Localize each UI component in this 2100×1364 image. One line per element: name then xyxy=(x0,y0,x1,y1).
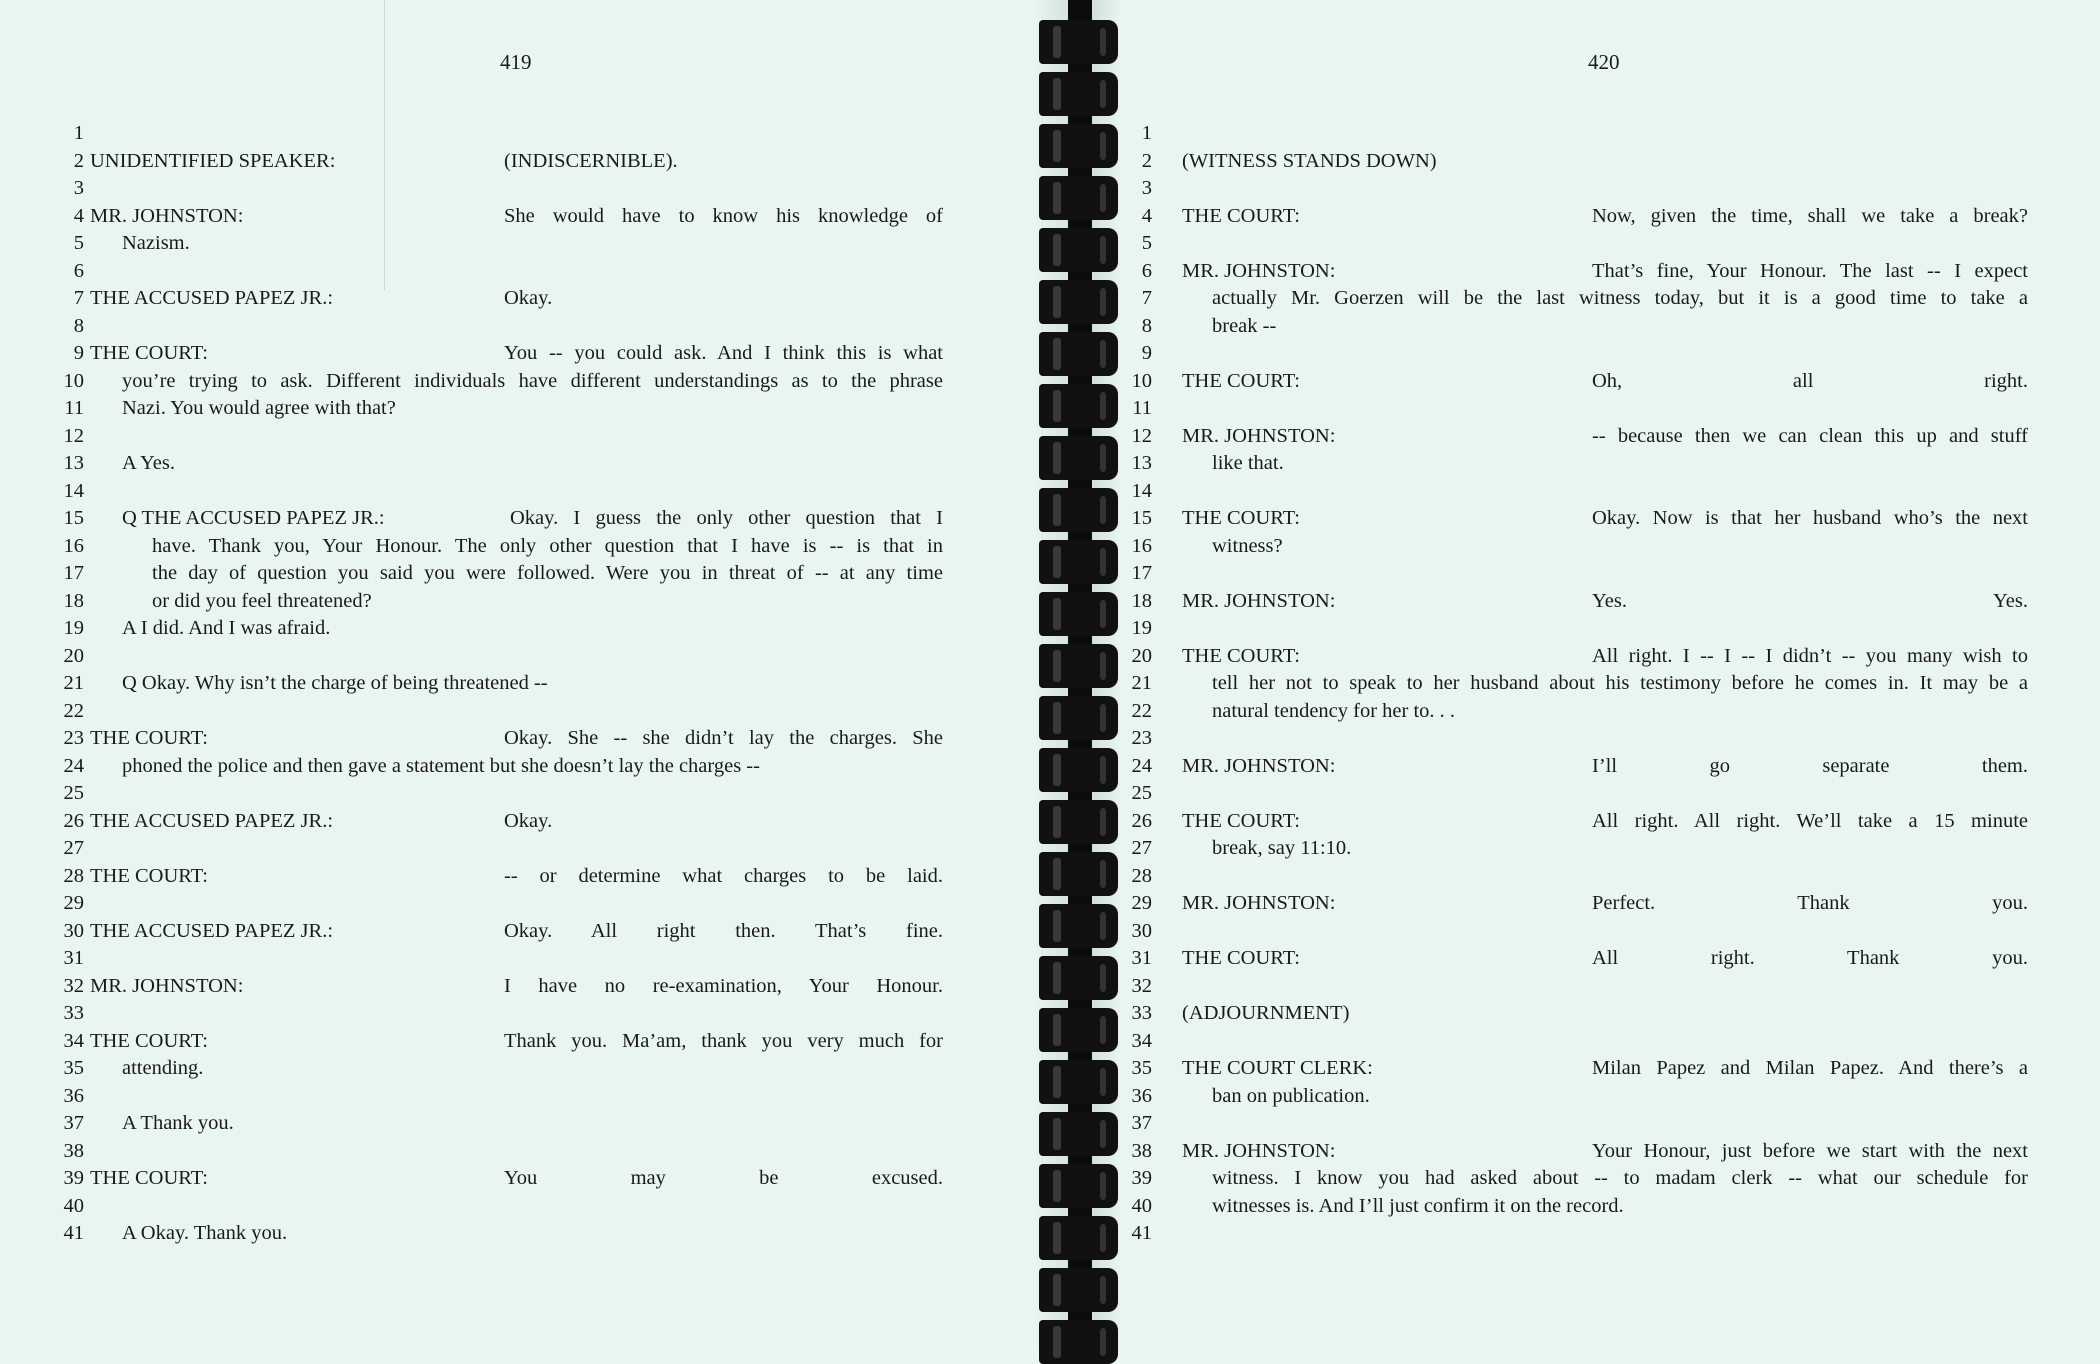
line-number: 16 xyxy=(63,534,84,557)
speech-text: Okay. I guess the only other question that I xyxy=(510,507,943,529)
speaker-label: THE COURT: xyxy=(1182,204,1300,227)
transcript-line xyxy=(0,918,1035,944)
line-number: 35 xyxy=(63,1057,84,1079)
transcript-line xyxy=(1122,368,2100,394)
transcript-line xyxy=(0,340,1035,366)
transcript-line xyxy=(0,1220,1035,1246)
transcript-line xyxy=(0,175,1035,201)
continuation-text: Q Okay. Why isn’t the charge of being threatened -- xyxy=(122,672,548,694)
continuation-text: or did you feel threatened? xyxy=(152,589,372,612)
line-number: 9 xyxy=(73,342,84,364)
line-number: 41 xyxy=(1131,1222,1152,1244)
speech-text: Oh, all right. xyxy=(1592,369,2028,392)
line-number: 4 xyxy=(73,204,84,227)
binding-coil xyxy=(1039,644,1118,688)
transcript-line xyxy=(1122,1028,2100,1054)
binding-coil xyxy=(1039,540,1118,584)
page-number: 419 xyxy=(500,50,532,74)
transcript-line xyxy=(0,313,1035,339)
continuation-text: break -- xyxy=(1212,314,1277,337)
transcript-line xyxy=(0,230,1035,256)
binding-coil xyxy=(1039,176,1118,220)
transcript-line xyxy=(1122,890,2100,916)
line-number: 35 xyxy=(1131,1057,1152,1079)
binding-coil xyxy=(1039,852,1118,896)
binding-coil xyxy=(1039,904,1118,948)
line-number: 41 xyxy=(63,1222,84,1244)
transcript-line xyxy=(1122,340,2100,366)
transcript-line xyxy=(0,285,1035,311)
transcript-line xyxy=(0,1138,1035,1164)
speech-text: Perfect. Thank you. xyxy=(1592,892,2028,914)
line-number: 31 xyxy=(63,947,84,969)
transcript-line xyxy=(0,533,1035,559)
transcript-line xyxy=(1122,175,2100,201)
transcript-line xyxy=(1122,478,2100,504)
transcript-line xyxy=(0,615,1035,641)
speech-text: Now, given the time, shall we take a break? xyxy=(1592,204,2028,227)
transcript-line xyxy=(0,120,1035,146)
line-number: 39 xyxy=(63,1167,84,1189)
binding-coil xyxy=(1039,124,1118,168)
speaker-label: Q THE ACCUSED PAPEZ JR.: xyxy=(122,507,385,529)
speaker-label: THE ACCUSED PAPEZ JR.: xyxy=(90,809,334,832)
line-number: 10 xyxy=(63,369,84,392)
line-number: 23 xyxy=(1131,727,1152,749)
line-number: 3 xyxy=(73,177,84,199)
transcript-line xyxy=(0,258,1035,284)
line-number: 25 xyxy=(63,782,84,804)
continuation-text: A Okay. Thank you. xyxy=(122,1222,288,1244)
transcript-line xyxy=(1122,258,2100,284)
line-number: 2 xyxy=(1141,149,1152,172)
line-number: 26 xyxy=(1131,809,1152,832)
transcript-line xyxy=(1122,505,2100,531)
speaker-label: THE COURT: xyxy=(90,864,208,887)
line-number: 7 xyxy=(1141,287,1152,309)
line-number: 24 xyxy=(63,754,84,777)
speech-text: All right. All right. We’ll take a 15 minute xyxy=(1592,809,2028,832)
line-number: 1 xyxy=(73,122,84,144)
speech-text: I’ll go separate them. xyxy=(1592,754,2028,777)
speech-text: Your Honour, just before we start with the next xyxy=(1592,1139,2028,1162)
continuation-text: Nazism. xyxy=(122,232,190,254)
speaker-label: THE COURT: xyxy=(90,1167,208,1189)
transcript-line xyxy=(0,588,1035,614)
speech-text: Milan Papez and Milan Papez. And there’s a xyxy=(1592,1057,2028,1079)
speech-text: (INDISCERNIBLE). xyxy=(504,149,678,172)
binding-coil xyxy=(1039,1112,1118,1156)
speaker-label: UNIDENTIFIED SPEAKER: xyxy=(90,149,336,172)
line-number: 8 xyxy=(73,314,84,337)
line-number: 21 xyxy=(63,672,84,694)
line-number: 13 xyxy=(63,452,84,474)
line-number: 4 xyxy=(1141,204,1152,227)
line-number: 15 xyxy=(1131,507,1152,529)
transcript-line xyxy=(1122,230,2100,256)
transcript-line xyxy=(1122,1110,2100,1136)
binding-coil xyxy=(1039,436,1118,480)
transcript-line xyxy=(1122,1138,2100,1164)
transcript-line xyxy=(1122,698,2100,724)
transcript-line xyxy=(1122,395,2100,421)
line-number: 17 xyxy=(1131,562,1152,584)
line-number: 25 xyxy=(1131,782,1152,804)
speech-text: You -- you could ask. And I think this is what xyxy=(504,342,943,364)
binding-coil xyxy=(1039,1268,1118,1312)
speech-text: All right. I -- I -- I didn’t -- you many wish to xyxy=(1592,644,2028,667)
binding-coil xyxy=(1039,696,1118,740)
line-number: 5 xyxy=(73,232,84,254)
binding-coil xyxy=(1039,488,1118,532)
continuation-text: you’re trying to ask. Different individuals have different understandings as to the phrase xyxy=(122,369,943,392)
continuation-text: have. Thank you, Your Honour. The only other question that I have is -- is that in xyxy=(152,534,943,557)
transcript-line xyxy=(1122,863,2100,889)
transcript-line xyxy=(1122,313,2100,339)
continuation-text: like that. xyxy=(1212,452,1284,474)
speaker-label: MR. JOHNSTON: xyxy=(1182,589,1336,612)
transcript-line xyxy=(0,973,1035,999)
speech-text: Okay. She -- she didn’t lay the charges. She xyxy=(504,727,943,749)
binding-coil xyxy=(1039,1164,1118,1208)
transcript-line xyxy=(0,1165,1035,1191)
continuation-text: A I did. And I was afraid. xyxy=(122,617,331,639)
line-number: 8 xyxy=(1141,314,1152,337)
speech-text: You may be excused. xyxy=(504,1167,943,1189)
binding-coil xyxy=(1039,280,1118,324)
transcript-page-left xyxy=(0,0,1035,1350)
binding-coil xyxy=(1039,1320,1118,1364)
speaker-label: MR. JOHNSTON: xyxy=(1182,892,1336,914)
line-number: 37 xyxy=(63,1112,84,1134)
transcript-line xyxy=(0,368,1035,394)
speaker-label: (ADJOURNMENT) xyxy=(1182,1002,1350,1024)
speaker-label: MR. JOHNSTON: xyxy=(1182,1139,1336,1162)
speech-text: All right. Thank you. xyxy=(1592,947,2028,969)
transcript-line xyxy=(1122,1193,2100,1219)
binding-coil xyxy=(1039,1216,1118,1260)
line-number: 9 xyxy=(1141,342,1152,364)
speech-text: -- because then we can clean this up and stuff xyxy=(1592,424,2028,447)
speaker-label: THE COURT: xyxy=(1182,369,1300,392)
transcript-line xyxy=(0,1028,1035,1054)
line-number: 27 xyxy=(63,837,84,859)
continuation-text: break, say 11:10. xyxy=(1212,837,1352,859)
transcript-line xyxy=(0,698,1035,724)
speaker-label: THE ACCUSED PAPEZ JR.: xyxy=(90,919,334,942)
transcript-line xyxy=(1122,615,2100,641)
line-number: 36 xyxy=(1131,1084,1152,1107)
speaker-label: MR. JOHNSTON: xyxy=(90,204,244,227)
transcript-line xyxy=(0,1083,1035,1109)
transcript-line xyxy=(0,890,1035,916)
transcript-line xyxy=(1122,945,2100,971)
transcript-line xyxy=(1122,808,2100,834)
line-number: 38 xyxy=(1131,1139,1152,1162)
line-number: 11 xyxy=(64,397,84,419)
transcript-line xyxy=(0,808,1035,834)
line-number: 2 xyxy=(73,149,84,172)
line-number: 37 xyxy=(1131,1112,1152,1134)
binding-coil xyxy=(1039,1060,1118,1104)
transcript-line xyxy=(0,1055,1035,1081)
transcript-line xyxy=(0,1110,1035,1136)
line-number: 7 xyxy=(73,287,84,309)
speaker-label: THE COURT: xyxy=(1182,809,1300,832)
binding-coil xyxy=(1039,332,1118,376)
transcript-line xyxy=(0,560,1035,586)
line-number: 14 xyxy=(1131,479,1152,502)
line-number: 10 xyxy=(1131,369,1152,392)
transcript-line xyxy=(1122,560,2100,586)
continuation-text: witness. I know you had asked about -- to madam clerk -- what our schedule for xyxy=(1212,1167,2028,1189)
speech-text: -- or determine what charges to be laid. xyxy=(504,864,943,887)
line-number: 29 xyxy=(1131,892,1152,914)
line-number: 27 xyxy=(1131,837,1152,859)
line-number: 39 xyxy=(1131,1167,1152,1189)
speaker-label: THE COURT: xyxy=(1182,507,1300,529)
binding-coil xyxy=(1039,1008,1118,1052)
transcript-line xyxy=(1122,973,2100,999)
line-number: 5 xyxy=(1141,232,1152,254)
continuation-text: attending. xyxy=(122,1057,204,1079)
transcript-line xyxy=(0,725,1035,751)
binding-coil xyxy=(1039,748,1118,792)
line-number: 21 xyxy=(1131,672,1152,694)
transcript-line xyxy=(1122,1220,2100,1246)
transcript-line xyxy=(0,148,1035,174)
line-number: 13 xyxy=(1131,452,1152,474)
transcript-line xyxy=(1122,1055,2100,1081)
speech-text: That’s fine, Your Honour. The last -- I expect xyxy=(1592,259,2028,282)
line-number: 28 xyxy=(63,864,84,887)
continuation-text: phoned the police and then gave a statement but she doesn’t lay the charges -- xyxy=(122,754,760,777)
continuation-text: natural tendency for her to. . . xyxy=(1212,699,1456,722)
line-number: 30 xyxy=(63,919,84,942)
speech-text: I have no re-examination, Your Honour. xyxy=(504,974,943,997)
page-number: 420 xyxy=(1588,50,1620,74)
transcript-line xyxy=(1122,533,2100,559)
transcript-line xyxy=(0,395,1035,421)
continuation-text: tell her not to speak to her husband about his testimony before he comes in. It may be a xyxy=(1212,672,2028,694)
speaker-label: THE COURT: xyxy=(1182,947,1300,969)
continuation-text: ban on publication. xyxy=(1212,1084,1370,1107)
line-number: 24 xyxy=(1131,754,1152,777)
line-number: 31 xyxy=(1131,947,1152,969)
binding-coil xyxy=(1039,800,1118,844)
transcript-line xyxy=(1122,588,2100,614)
speaker-label: THE COURT: xyxy=(90,727,208,749)
continuation-text: witnesses is. And I’ll just confirm it on the record. xyxy=(1212,1194,1624,1217)
line-number: 19 xyxy=(63,617,84,639)
transcript-line xyxy=(1122,918,2100,944)
line-number: 3 xyxy=(1141,177,1152,199)
speaker-label: THE COURT CLERK: xyxy=(1182,1057,1373,1079)
transcript-line xyxy=(1122,203,2100,229)
transcript-line xyxy=(0,863,1035,889)
line-number: 34 xyxy=(63,1029,84,1052)
line-number: 11 xyxy=(1132,397,1152,419)
speech-text: Yes. Yes. xyxy=(1592,589,2028,612)
speaker-label: THE ACCUSED PAPEZ JR.: xyxy=(90,287,334,309)
speech-text: Okay. Now is that her husband who’s the next xyxy=(1592,507,2028,529)
line-number: 20 xyxy=(1131,644,1152,667)
transcript-line xyxy=(0,203,1035,229)
speaker-label: (WITNESS STANDS DOWN) xyxy=(1182,149,1437,172)
transcript-line xyxy=(1122,1083,2100,1109)
continuation-text: witness? xyxy=(1212,534,1283,557)
speaker-label: THE COURT: xyxy=(90,1029,208,1052)
line-number: 33 xyxy=(63,1002,84,1024)
transcript-line xyxy=(1122,450,2100,476)
transcript-line xyxy=(1122,423,2100,449)
line-number: 12 xyxy=(1131,424,1152,447)
line-number: 22 xyxy=(63,699,84,722)
speaker-label: THE COURT: xyxy=(1182,644,1300,667)
speaker-label: MR. JOHNSTON: xyxy=(1182,754,1336,777)
line-number: 19 xyxy=(1131,617,1152,639)
binding-coil xyxy=(1039,384,1118,428)
continuation-text: Nazi. You would agree with that? xyxy=(122,397,396,419)
binding-coil xyxy=(1039,72,1118,116)
transcript-line xyxy=(0,1193,1035,1219)
line-number: 28 xyxy=(1131,864,1152,887)
transcript-page-right xyxy=(1122,0,2100,1350)
line-number: 20 xyxy=(63,644,84,667)
transcript-line xyxy=(1122,1000,2100,1026)
binding-coil xyxy=(1039,228,1118,272)
line-number: 18 xyxy=(1131,589,1152,612)
speaker-label: THE COURT: xyxy=(90,342,208,364)
line-number: 22 xyxy=(1131,699,1152,722)
speaker-label: MR. JOHNSTON: xyxy=(1182,259,1336,282)
transcript-line xyxy=(1122,643,2100,669)
transcript-line xyxy=(0,643,1035,669)
transcript-line xyxy=(1122,780,2100,806)
transcript-line xyxy=(0,945,1035,971)
line-number: 34 xyxy=(1131,1029,1152,1052)
line-number: 12 xyxy=(63,424,84,447)
line-number: 6 xyxy=(1141,259,1152,282)
line-number: 16 xyxy=(1131,534,1152,557)
transcript-line xyxy=(1122,670,2100,696)
speech-text: Thank you. Ma’am, thank you very much for xyxy=(504,1029,943,1052)
transcript-line xyxy=(0,505,1035,531)
transcript-line xyxy=(0,753,1035,779)
line-number: 36 xyxy=(63,1084,84,1107)
speaker-label: MR. JOHNSTON: xyxy=(90,974,244,997)
transcript-line xyxy=(0,670,1035,696)
line-number: 14 xyxy=(63,479,84,502)
transcript-line xyxy=(1122,1165,2100,1191)
line-number: 18 xyxy=(63,589,84,612)
continuation-text: the day of question you said you were followed. Were you in threat of -- at any time xyxy=(152,562,943,584)
line-number: 1 xyxy=(1141,122,1152,144)
line-number: 29 xyxy=(63,892,84,914)
line-number: 30 xyxy=(1131,919,1152,942)
speech-text: She would have to know his knowledge of xyxy=(504,204,943,227)
binding-coil xyxy=(1039,956,1118,1000)
line-number: 32 xyxy=(1131,974,1152,997)
transcript-line xyxy=(1122,725,2100,751)
continuation-text: actually Mr. Goerzen will be the last witness today, but it is a good time to take a xyxy=(1212,287,2028,309)
line-number: 26 xyxy=(63,809,84,832)
line-number: 40 xyxy=(1131,1194,1152,1217)
speaker-label: MR. JOHNSTON: xyxy=(1182,424,1336,447)
transcript-line xyxy=(1122,120,2100,146)
transcript-line xyxy=(0,450,1035,476)
line-number: 15 xyxy=(63,507,84,529)
line-number: 6 xyxy=(73,259,84,282)
speech-text: Okay. xyxy=(504,809,553,832)
binding-coil xyxy=(1039,592,1118,636)
continuation-text: A Thank you. xyxy=(122,1112,234,1134)
transcript-line xyxy=(0,423,1035,449)
transcript-line xyxy=(0,780,1035,806)
line-number: 38 xyxy=(63,1139,84,1162)
line-number: 32 xyxy=(63,974,84,997)
transcript-line xyxy=(0,1000,1035,1026)
transcript-line xyxy=(1122,148,2100,174)
binding-coil xyxy=(1039,20,1118,64)
spiral-binding xyxy=(1035,0,1122,1350)
transcript-line xyxy=(0,478,1035,504)
transcript-line xyxy=(1122,835,2100,861)
line-number: 17 xyxy=(63,562,84,584)
transcript-line xyxy=(1122,285,2100,311)
line-number: 40 xyxy=(63,1194,84,1217)
continuation-text: A Yes. xyxy=(122,452,175,474)
transcript-line xyxy=(0,835,1035,861)
transcript-line xyxy=(1122,753,2100,779)
line-number: 23 xyxy=(63,727,84,749)
speech-text: Okay. xyxy=(504,287,553,309)
line-number: 33 xyxy=(1131,1002,1152,1024)
speech-text: Okay. All right then. That’s fine. xyxy=(504,919,943,942)
